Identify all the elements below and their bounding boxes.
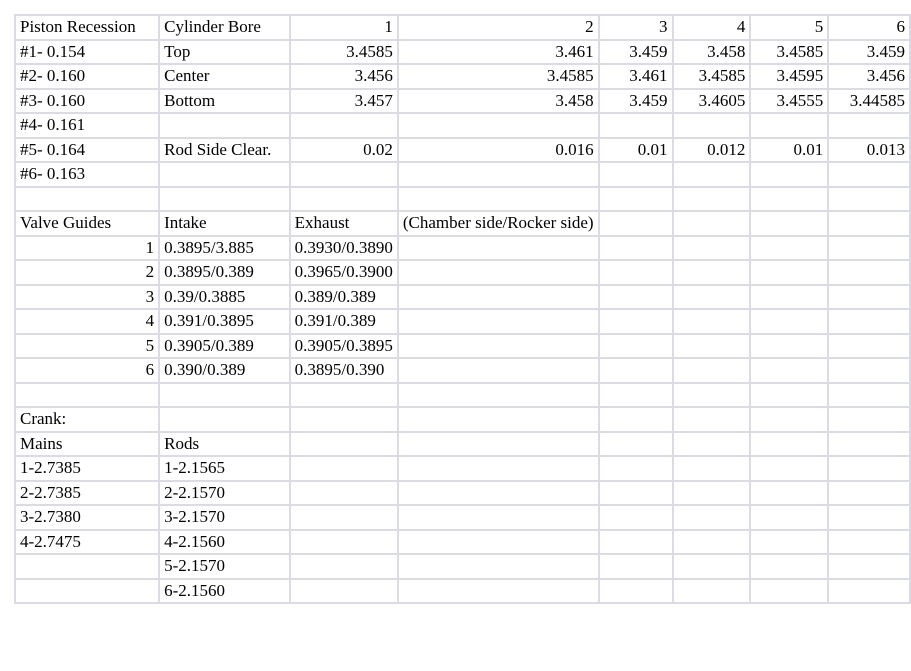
table-cell[interactable]: Exhaust bbox=[290, 211, 398, 236]
table-cell[interactable] bbox=[750, 260, 828, 285]
table-cell[interactable] bbox=[159, 162, 290, 187]
table-cell[interactable] bbox=[290, 530, 398, 555]
table-cell[interactable] bbox=[290, 162, 398, 187]
table-cell[interactable] bbox=[159, 113, 290, 138]
table-cell[interactable] bbox=[15, 187, 159, 212]
table-cell[interactable]: 0.01 bbox=[750, 138, 828, 163]
table-cell[interactable] bbox=[599, 236, 673, 261]
table-cell[interactable] bbox=[398, 530, 599, 555]
table-cell[interactable] bbox=[673, 432, 751, 457]
table-cell[interactable] bbox=[828, 236, 910, 261]
table-cell[interactable] bbox=[750, 456, 828, 481]
table-cell[interactable]: 0.01 bbox=[599, 138, 673, 163]
table-cell[interactable]: 0.3905/0.3895 bbox=[290, 334, 398, 359]
table-cell[interactable] bbox=[398, 236, 599, 261]
table-cell[interactable]: 4 bbox=[673, 15, 751, 40]
table-cell[interactable] bbox=[599, 187, 673, 212]
table-cell[interactable] bbox=[673, 285, 751, 310]
table-cell[interactable]: 3.4585 bbox=[673, 64, 751, 89]
table-cell[interactable]: 3 bbox=[15, 285, 159, 310]
table-cell[interactable] bbox=[750, 530, 828, 555]
table-cell[interactable] bbox=[290, 432, 398, 457]
table-cell[interactable] bbox=[15, 579, 159, 604]
table-cell[interactable] bbox=[599, 162, 673, 187]
table-cell[interactable]: (Chamber side/Rocker side) bbox=[398, 211, 599, 236]
table-cell[interactable] bbox=[398, 113, 599, 138]
table-row bbox=[15, 334, 910, 359]
table-cell[interactable]: Rod Side Clear. bbox=[159, 138, 290, 163]
table-cell[interactable] bbox=[750, 187, 828, 212]
table-cell[interactable]: Mains bbox=[15, 432, 159, 457]
table-cell[interactable] bbox=[159, 187, 290, 212]
table-cell[interactable]: 0.3930/0.3890 bbox=[290, 236, 398, 261]
table-cell[interactable]: 3.4585 bbox=[398, 64, 599, 89]
table-cell[interactable]: 4-2.7475 bbox=[15, 530, 159, 555]
table-cell[interactable]: Piston Recession bbox=[15, 15, 159, 40]
table-cell[interactable] bbox=[599, 407, 673, 432]
table-cell[interactable]: #1- 0.154 bbox=[15, 40, 159, 65]
table-cell[interactable] bbox=[290, 554, 398, 579]
table-cell[interactable] bbox=[599, 456, 673, 481]
table-cell[interactable] bbox=[750, 162, 828, 187]
table-cell[interactable] bbox=[599, 554, 673, 579]
table-cell[interactable]: 3 bbox=[599, 15, 673, 40]
table-cell[interactable]: 0.013 bbox=[828, 138, 910, 163]
table-cell[interactable]: 0.3905/0.389 bbox=[159, 334, 290, 359]
table-cell[interactable] bbox=[398, 456, 599, 481]
table-cell[interactable]: 0.391/0.3895 bbox=[159, 309, 290, 334]
table-cell[interactable] bbox=[599, 579, 673, 604]
table-cell[interactable] bbox=[750, 285, 828, 310]
table-cell[interactable] bbox=[673, 358, 751, 383]
table-cell[interactable]: 3.459 bbox=[828, 40, 910, 65]
table-cell[interactable] bbox=[398, 481, 599, 506]
table-cell[interactable] bbox=[599, 530, 673, 555]
table-cell[interactable] bbox=[750, 505, 828, 530]
table-cell[interactable]: 0.016 bbox=[398, 138, 599, 163]
table-cell[interactable] bbox=[673, 505, 751, 530]
table-cell[interactable]: Center bbox=[159, 64, 290, 89]
table-cell[interactable] bbox=[398, 505, 599, 530]
table-row bbox=[15, 456, 910, 481]
table-cell[interactable] bbox=[398, 162, 599, 187]
table-row bbox=[15, 481, 910, 506]
table-cell[interactable] bbox=[159, 383, 290, 408]
table-cell[interactable] bbox=[828, 481, 910, 506]
table-cell[interactable] bbox=[673, 481, 751, 506]
table-cell[interactable] bbox=[673, 554, 751, 579]
table-row bbox=[15, 162, 910, 187]
table-cell[interactable] bbox=[398, 358, 599, 383]
table-cell[interactable]: Rods bbox=[159, 432, 290, 457]
table-cell[interactable] bbox=[599, 505, 673, 530]
table-cell[interactable]: 2 bbox=[15, 260, 159, 285]
table-cell[interactable] bbox=[828, 211, 910, 236]
table-row bbox=[15, 236, 910, 261]
table-cell[interactable] bbox=[673, 162, 751, 187]
table-cell[interactable]: Crank: bbox=[15, 407, 159, 432]
table-cell[interactable]: 0.012 bbox=[673, 138, 751, 163]
table-cell[interactable]: 6 bbox=[828, 15, 910, 40]
table-cell[interactable]: Bottom bbox=[159, 89, 290, 114]
table-cell[interactable] bbox=[599, 211, 673, 236]
table-cell[interactable] bbox=[828, 432, 910, 457]
table-cell[interactable]: 3.457 bbox=[290, 89, 398, 114]
table-row bbox=[15, 40, 910, 65]
table-cell[interactable] bbox=[828, 309, 910, 334]
table-cell[interactable] bbox=[15, 554, 159, 579]
table-row bbox=[15, 530, 910, 555]
table-cell[interactable] bbox=[290, 383, 398, 408]
table-cell[interactable] bbox=[398, 579, 599, 604]
table-row bbox=[15, 15, 910, 40]
table-row bbox=[15, 89, 910, 114]
table-cell[interactable] bbox=[599, 260, 673, 285]
table-row bbox=[15, 554, 910, 579]
table-cell[interactable] bbox=[398, 432, 599, 457]
table-cell[interactable] bbox=[599, 432, 673, 457]
table-cell[interactable] bbox=[750, 407, 828, 432]
table-cell[interactable] bbox=[828, 187, 910, 212]
table-cell[interactable]: 2-2.7385 bbox=[15, 481, 159, 506]
table-cell[interactable] bbox=[15, 383, 159, 408]
table-cell[interactable] bbox=[750, 383, 828, 408]
table-row bbox=[15, 407, 910, 432]
table-cell[interactable]: 0.3965/0.3900 bbox=[290, 260, 398, 285]
table-cell[interactable]: 3.461 bbox=[398, 40, 599, 65]
table-cell[interactable]: 6 bbox=[15, 358, 159, 383]
table-cell[interactable]: 0.390/0.389 bbox=[159, 358, 290, 383]
table-cell[interactable] bbox=[828, 554, 910, 579]
table-cell[interactable]: 3-2.7380 bbox=[15, 505, 159, 530]
table-cell[interactable] bbox=[398, 187, 599, 212]
table-cell[interactable]: 2-2.1570 bbox=[159, 481, 290, 506]
table-row bbox=[15, 358, 910, 383]
table-cell[interactable] bbox=[673, 334, 751, 359]
table-cell[interactable] bbox=[750, 358, 828, 383]
table-cell[interactable]: 6-2.1560 bbox=[159, 579, 290, 604]
table-cell[interactable]: 3.458 bbox=[673, 40, 751, 65]
table-cell[interactable] bbox=[159, 407, 290, 432]
table-cell[interactable]: 3.459 bbox=[599, 40, 673, 65]
table-cell[interactable]: 5 bbox=[750, 15, 828, 40]
table-cell[interactable] bbox=[673, 383, 751, 408]
table-cell[interactable] bbox=[750, 236, 828, 261]
table-cell[interactable]: 0.391/0.389 bbox=[290, 309, 398, 334]
table-row bbox=[15, 309, 910, 334]
table-cell[interactable]: 3.44585 bbox=[828, 89, 910, 114]
table-cell[interactable] bbox=[398, 309, 599, 334]
table-cell[interactable] bbox=[750, 334, 828, 359]
table-cell[interactable] bbox=[290, 481, 398, 506]
table-cell[interactable] bbox=[290, 579, 398, 604]
table-cell[interactable] bbox=[398, 285, 599, 310]
table-cell[interactable] bbox=[828, 260, 910, 285]
table-cell[interactable] bbox=[673, 236, 751, 261]
table-cell[interactable]: 0.3895/3.885 bbox=[159, 236, 290, 261]
table-cell[interactable] bbox=[673, 579, 751, 604]
table-cell[interactable]: #5- 0.164 bbox=[15, 138, 159, 163]
table-row bbox=[15, 579, 910, 604]
table-cell[interactable]: 3.4555 bbox=[750, 89, 828, 114]
table-cell[interactable]: Top bbox=[159, 40, 290, 65]
table-cell[interactable] bbox=[599, 481, 673, 506]
table-cell[interactable] bbox=[673, 407, 751, 432]
table-cell[interactable] bbox=[750, 113, 828, 138]
table-cell[interactable] bbox=[290, 113, 398, 138]
table-row bbox=[15, 383, 910, 408]
table-cell[interactable]: 4-2.1560 bbox=[159, 530, 290, 555]
table-cell[interactable] bbox=[750, 579, 828, 604]
table-cell[interactable] bbox=[398, 334, 599, 359]
table-cell[interactable]: 3.4585 bbox=[750, 40, 828, 65]
table-cell[interactable]: 5 bbox=[15, 334, 159, 359]
table-cell[interactable] bbox=[828, 358, 910, 383]
table-row bbox=[15, 187, 910, 212]
table-cell[interactable]: 3.456 bbox=[828, 64, 910, 89]
table-cell[interactable] bbox=[750, 554, 828, 579]
table-cell[interactable] bbox=[673, 530, 751, 555]
table-cell[interactable] bbox=[673, 187, 751, 212]
table-cell[interactable] bbox=[828, 334, 910, 359]
table-cell[interactable] bbox=[398, 554, 599, 579]
table-cell[interactable] bbox=[828, 505, 910, 530]
table-cell[interactable]: 3.456 bbox=[290, 64, 398, 89]
table-cell[interactable]: #3- 0.160 bbox=[15, 89, 159, 114]
table-cell[interactable] bbox=[750, 309, 828, 334]
table-cell[interactable] bbox=[398, 260, 599, 285]
table-cell[interactable]: 1-2.7385 bbox=[15, 456, 159, 481]
table-cell[interactable] bbox=[290, 456, 398, 481]
table-cell[interactable] bbox=[290, 187, 398, 212]
table-cell[interactable] bbox=[599, 358, 673, 383]
table-cell[interactable]: 3.4605 bbox=[673, 89, 751, 114]
table-cell[interactable] bbox=[673, 211, 751, 236]
table-cell[interactable]: 1-2.1565 bbox=[159, 456, 290, 481]
table-cell[interactable] bbox=[599, 334, 673, 359]
table-cell[interactable] bbox=[398, 383, 599, 408]
table-cell[interactable]: #6- 0.163 bbox=[15, 162, 159, 187]
table-cell[interactable]: 1 bbox=[15, 236, 159, 261]
table-cell[interactable] bbox=[828, 456, 910, 481]
table-cell[interactable] bbox=[750, 211, 828, 236]
table-cell[interactable]: 3.459 bbox=[599, 89, 673, 114]
table-row bbox=[15, 64, 910, 89]
table-cell[interactable] bbox=[673, 260, 751, 285]
table-cell[interactable]: 0.02 bbox=[290, 138, 398, 163]
table-cell[interactable]: 0.3895/0.390 bbox=[290, 358, 398, 383]
table-cell[interactable] bbox=[599, 113, 673, 138]
table-cell[interactable]: 0.389/0.389 bbox=[290, 285, 398, 310]
table-cell[interactable] bbox=[828, 383, 910, 408]
table-row bbox=[15, 113, 910, 138]
table-cell[interactable] bbox=[750, 432, 828, 457]
table-row bbox=[15, 138, 910, 163]
table-cell[interactable] bbox=[828, 162, 910, 187]
table-cell[interactable]: Valve Guides bbox=[15, 211, 159, 236]
table-cell[interactable]: 3.458 bbox=[398, 89, 599, 114]
engine-measurements-sheet bbox=[14, 14, 911, 604]
table-row bbox=[15, 285, 910, 310]
table-row bbox=[15, 211, 910, 236]
table-cell[interactable]: 5-2.1570 bbox=[159, 554, 290, 579]
table-cell[interactable]: #2- 0.160 bbox=[15, 64, 159, 89]
table-cell[interactable] bbox=[290, 505, 398, 530]
table-cell[interactable]: 4 bbox=[15, 309, 159, 334]
table-cell[interactable]: #4- 0.161 bbox=[15, 113, 159, 138]
table-cell[interactable]: Intake bbox=[159, 211, 290, 236]
table-cell[interactable] bbox=[750, 481, 828, 506]
table-cell[interactable] bbox=[599, 383, 673, 408]
table-cell[interactable] bbox=[828, 285, 910, 310]
table-cell[interactable] bbox=[398, 407, 599, 432]
table-cell[interactable] bbox=[828, 113, 910, 138]
table-cell[interactable]: 0.3895/0.389 bbox=[159, 260, 290, 285]
table-row bbox=[15, 505, 910, 530]
table-cell[interactable] bbox=[673, 113, 751, 138]
table-cell[interactable] bbox=[599, 309, 673, 334]
table-row bbox=[15, 260, 910, 285]
table-cell[interactable]: 2 bbox=[398, 15, 599, 40]
table-cell[interactable]: 3.4585 bbox=[290, 40, 398, 65]
table-cell[interactable]: 0.39/0.3885 bbox=[159, 285, 290, 310]
table-cell[interactable] bbox=[828, 407, 910, 432]
table-cell[interactable] bbox=[673, 309, 751, 334]
table-cell[interactable] bbox=[599, 285, 673, 310]
table-cell[interactable]: 3.461 bbox=[599, 64, 673, 89]
table-row bbox=[15, 432, 910, 457]
table-cell[interactable] bbox=[673, 456, 751, 481]
table-cell[interactable] bbox=[828, 530, 910, 555]
table-cell[interactable]: Cylinder Bore bbox=[159, 15, 290, 40]
table-cell[interactable]: 3.4595 bbox=[750, 64, 828, 89]
table-cell[interactable]: 1 bbox=[290, 15, 398, 40]
table-cell[interactable] bbox=[290, 407, 398, 432]
table-cell[interactable]: 3-2.1570 bbox=[159, 505, 290, 530]
table-cell[interactable] bbox=[828, 579, 910, 604]
